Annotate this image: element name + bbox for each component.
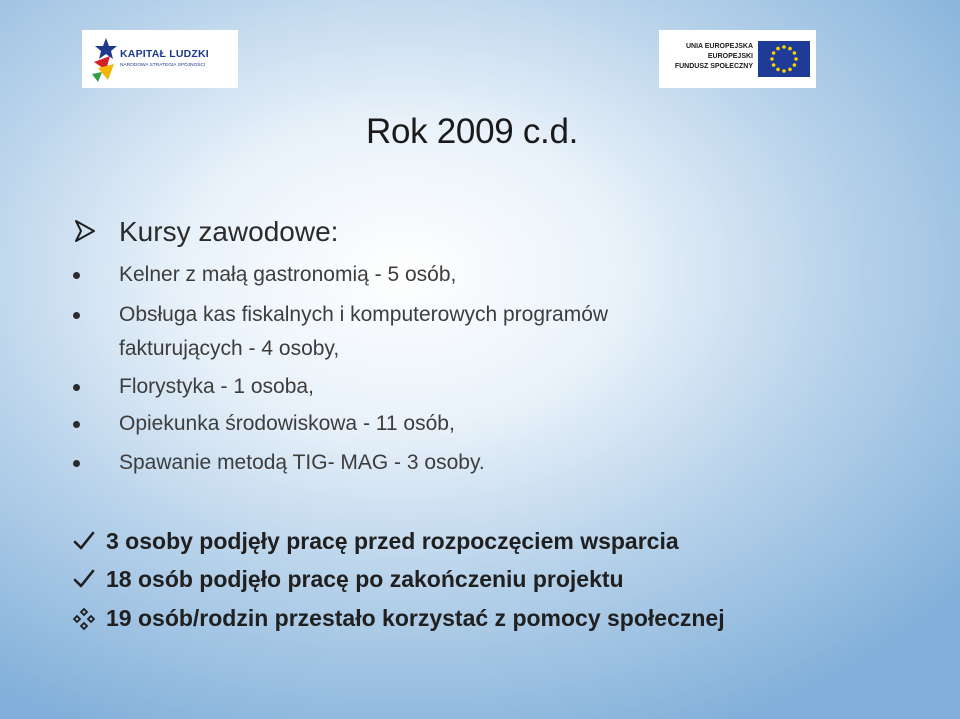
diamond-bullet-icon <box>73 608 95 630</box>
list-item-text: Opiekunka środowiskowa - 11 osób, <box>119 412 455 435</box>
outcome-text: 3 osoby podjęły pracę przed rozpoczęciem wsparcia <box>106 528 679 554</box>
section-heading-text: Kursy zawodowe: <box>119 216 339 247</box>
list-item-text: Kelner z małą gastronomią - 5 osób, <box>119 263 457 286</box>
checkmark-icon <box>73 531 95 551</box>
outcome-text: 18 osób podjęło pracę po zakończeniu projektu <box>106 566 624 592</box>
slide-title: Rok 2009 c.d. <box>366 112 579 151</box>
kapital-ludzki-logo <box>82 30 238 88</box>
eu-line-3: FUNDUSZ SPOŁECZNY <box>674 63 753 70</box>
eu-flag-icon <box>758 41 810 77</box>
kapital-ludzki-subtitle: NARODOWA STRATEGIA SPÓJNOŚCI <box>120 63 206 68</box>
kapital-ludzki-emblem-icon <box>92 36 118 82</box>
kapital-ludzki-title: KAPITAŁ LUDZKI <box>120 48 209 60</box>
bullet-dot-icon <box>73 421 80 428</box>
bullet-dot-icon <box>73 272 80 279</box>
list-item-text: Florystyka - 1 osoba, <box>119 375 314 398</box>
eu-line-2: EUROPEJSKI <box>707 53 753 60</box>
outcome-text: 19 osób/rodzin przestało korzystać z pomocy społecznej <box>106 605 725 631</box>
list-item-continuation: fakturujących - 4 osoby, <box>119 337 340 360</box>
bullet-dot-icon <box>73 312 80 319</box>
eu-text-block <box>669 42 753 72</box>
bullet-dot-icon <box>73 384 80 391</box>
eu-line-1: UNIA EUROPEJSKA <box>685 43 753 50</box>
list-item-text: Obsługa kas fiskalnych i komputerowych programów <box>119 303 609 326</box>
bullet-dot-icon <box>73 460 80 467</box>
list-item-text: Spawanie metodą TIG- MAG - 3 osoby. <box>119 451 485 474</box>
eu-efs-logo <box>659 30 816 88</box>
checkmark-icon <box>73 569 95 589</box>
arrow-bullet-icon <box>73 219 97 243</box>
